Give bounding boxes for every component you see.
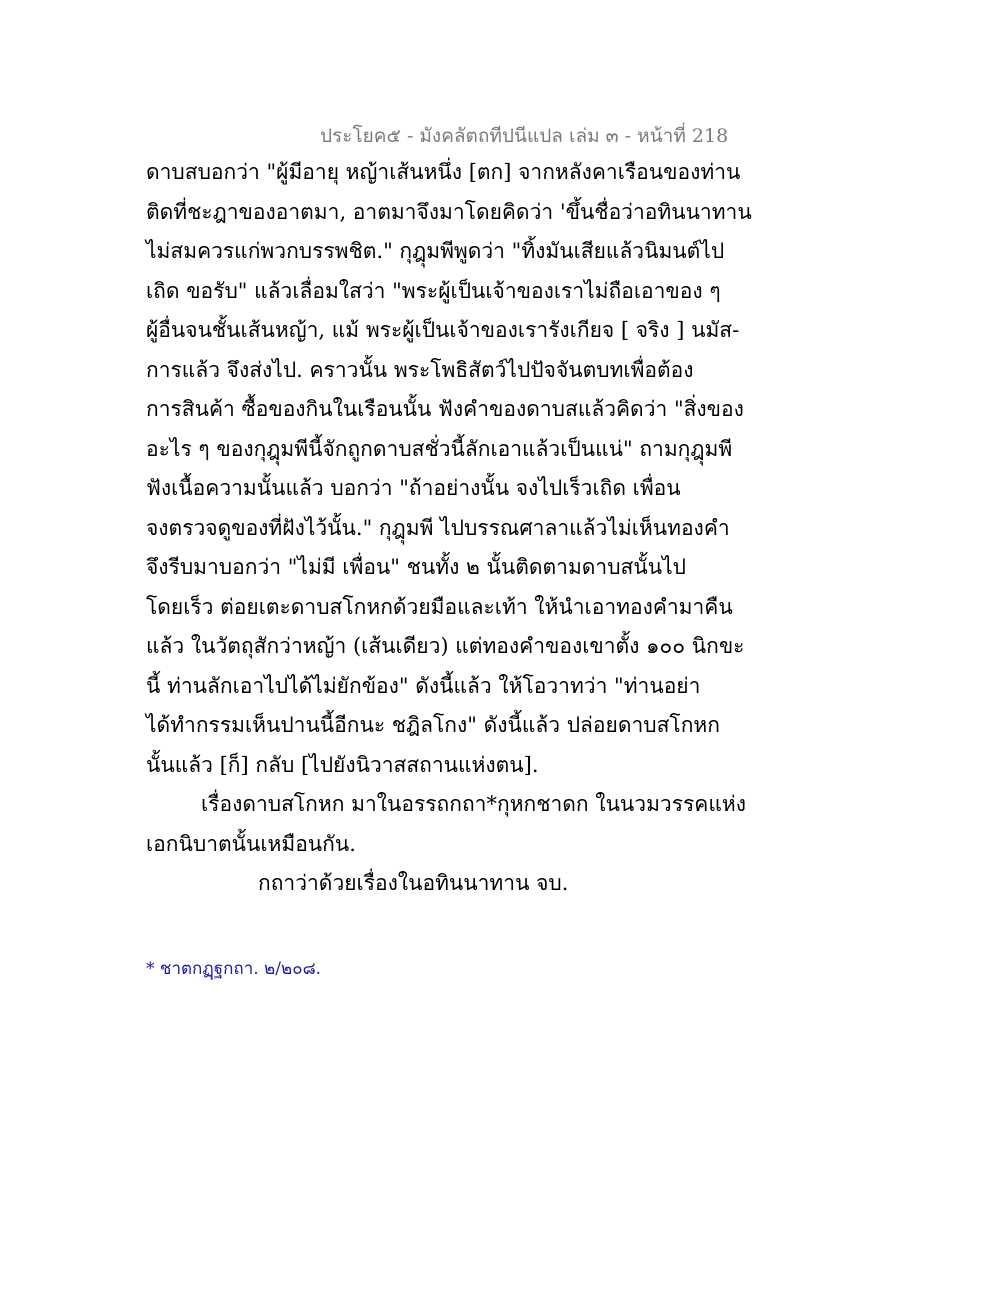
text-line-12: โดยเร็ว ต่อยเตะดาบสโกหกด้วยมือและเท้า ให้นำเอาทองคำมาคืน: [146, 595, 733, 619]
text-line-3: ไม่สมควรแก่พวกบรรพชิต." กุฎุมพีพูดว่า "ทิ้งมันเสียแล้วนิมนต์ไป: [146, 239, 725, 263]
text-line-7: การสินค้า ซื้อของกินในเรือนนั้น ฟังคำของดาบสแล้วคิดว่า "สิ่งของ: [146, 397, 744, 421]
text-line-6: การแล้ว จึงส่งไป. คราวนั้น พระโพธิสัตว์ไปปัจจันตบทเพื่อต้อง: [146, 358, 694, 382]
page-header: ประโยค๕ - มังคลัตถทีปนีแปล เล่ม ๓ - หน้าที่ 218: [320, 125, 729, 147]
text-line-15: ได้ทำกรรมเห็นปานนี้อีกนะ ชฎิลโกง" ดังนี้แล้ว ปล่อยดาบสโกหก: [146, 713, 720, 737]
footnote: * ชาตกฏฺฐกถา. ๒/๒๐๘.: [146, 959, 322, 979]
text-line-17: เรื่องดาบสโกหก มาในอรรถกถา*กุหกชาดก ในนวมวรรคแห่ง: [201, 792, 746, 816]
text-line-18: เอกนิบาตนั้นเหมือนกัน.: [146, 832, 356, 856]
text-line-5: ผู้อื่นจนชั้นเส้นหญ้า, แม้ พระผู้เป็นเจ้าของเรารังเกียจ [ จริง ] นมัส-: [146, 318, 740, 342]
text-line-2: ติดที่ชะฎาของอาตมา, อาตมาจึงมาโดยคิดว่า 'ขึ้นชื่อว่าอทินนาทาน: [146, 200, 752, 224]
text-line-1: ดาบสบอกว่า "ผู้มีอายุ หญ้าเส้นหนึ่ง [ตก] จากหลังคาเรือนของท่าน: [146, 160, 741, 184]
text-line-16: นั้นแล้ว [ก็] กลับ [ไปยังนิวาสสถานแห่งตน].: [146, 753, 539, 777]
text-line-9: ฟังเนื้อความนั้นแล้ว บอกว่า "ถ้าอย่างนั้น จงไปเร็วเถิด เพื่อน: [146, 476, 681, 500]
text-line-10: จงตรวจดูของที่ฝังไว้นั้น." กุฎุมพี ไปบรรณศาลาแล้วไม่เห็นทองคำ: [146, 516, 730, 540]
section-end-line: กถาว่าด้วยเรื่องในอทินนาทาน จบ.: [258, 871, 569, 895]
text-line-4: เถิด ขอรับ" แล้วเลื่อมใสว่า "พระผู้เป็นเจ้าของเราไม่ถือเอาของ ๆ: [146, 279, 721, 303]
text-line-8: อะไร ๆ ของกุฎุมพีนี้จักถูกดาบสชั่วนี้ลักเอาแล้วเป็นแน่" ถามกุฎุมพี: [146, 437, 733, 461]
text-line-13: แล้ว ในวัตถุสักว่าหญ้า (เส้นเดียว) แต่ทองคำของเขาตั้ง ๑๐๐ นิกขะ: [146, 634, 745, 658]
text-line-14: นี้ ท่านลักเอาไปได้ไม่ยักข้อง" ดังนี้แล้ว ให้โอวาทว่า "ท่านอย่า: [146, 674, 701, 698]
text-line-11: จึงรีบมาบอกว่า "ไม่มี เพื่อน" ชนทั้ง ๒ นั้นติดตามดาบสนั้นไป: [146, 555, 686, 579]
